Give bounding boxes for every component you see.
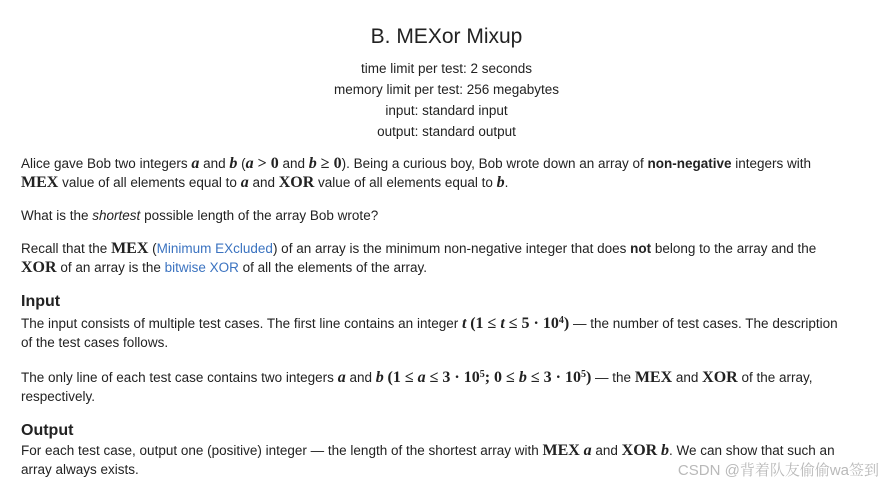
- output-heading: Output: [21, 422, 74, 439]
- emphasis-shortest: shortest: [92, 208, 141, 223]
- memory-limit: memory limit per test: 256 megabytes: [333, 82, 560, 97]
- input-line-2: of the test cases follows.: [21, 335, 169, 350]
- output-line-1: For each test case, output one (positive) integer — the length of the shortest array with MEX a and XOR b. We can show that such an: [21, 442, 835, 459]
- output-file: output: standard output: [377, 124, 516, 139]
- link-bitwise-xor[interactable]: bitwise XOR: [164, 260, 239, 275]
- input-line-3: The only line of each test case contains two integers a and b ($1 \le a \le 3 \cdot 10^5$; $0 \le b \le 3 \cdot 10^5$) — the MEX and XOR of the array,: [21, 369, 813, 386]
- statement-paragraph-3-line-2: XOR of an array is the bitwise XOR of all the elements of the array.: [21, 259, 428, 276]
- link-minimum-excluded[interactable]: Minimum EXcluded: [156, 241, 273, 256]
- math-b: b: [229, 155, 238, 172]
- problem-title: B. MEXor Mixup: [370, 25, 523, 48]
- input-heading: Input: [21, 293, 61, 310]
- problem-limits: [0, 58, 893, 142]
- statement-paragraph-2: What is the shortest possible length of the array Bob wrote?: [21, 208, 379, 223]
- math-a-gt-0: a: [245, 155, 254, 172]
- output-line-2: array always exists.: [21, 462, 139, 477]
- math-a: a: [191, 155, 200, 172]
- csdn-watermark: CSDN @背着队友偷偷wa签到: [677, 462, 879, 479]
- emphasis-non-negative: non-negative: [647, 156, 732, 171]
- time-limit: time limit per test: 2 seconds: [360, 61, 533, 76]
- input-line-4: respectively.: [21, 389, 96, 404]
- input-file: input: standard input: [385, 103, 508, 118]
- math-xor: XOR: [278, 174, 315, 191]
- statement-paragraph-3-line-1: Recall that the MEX (Minimum EXcluded) of an array is the minimum non-negative integer that does not belong to the array and the: [21, 240, 817, 257]
- statement-paragraph-1-line-2: MEX value of all elements equal to a and XOR value of all elements equal to b.: [21, 174, 509, 191]
- statement-paragraph-1-line-1: Alice gave Bob two integers a and b (a > 0 and b ≥ 0). Being a curious boy, Bob wrote down an array of non-negative integers with: [21, 155, 812, 172]
- input-line-1: The input consists of multiple test cases. The first line contains an integer t $(1 \le t \le 5 \cdot 10^4)$ — the number of test cases. The description: [21, 315, 838, 332]
- math-mex: MEX: [21, 174, 59, 191]
- emphasis-not: not: [630, 241, 652, 256]
